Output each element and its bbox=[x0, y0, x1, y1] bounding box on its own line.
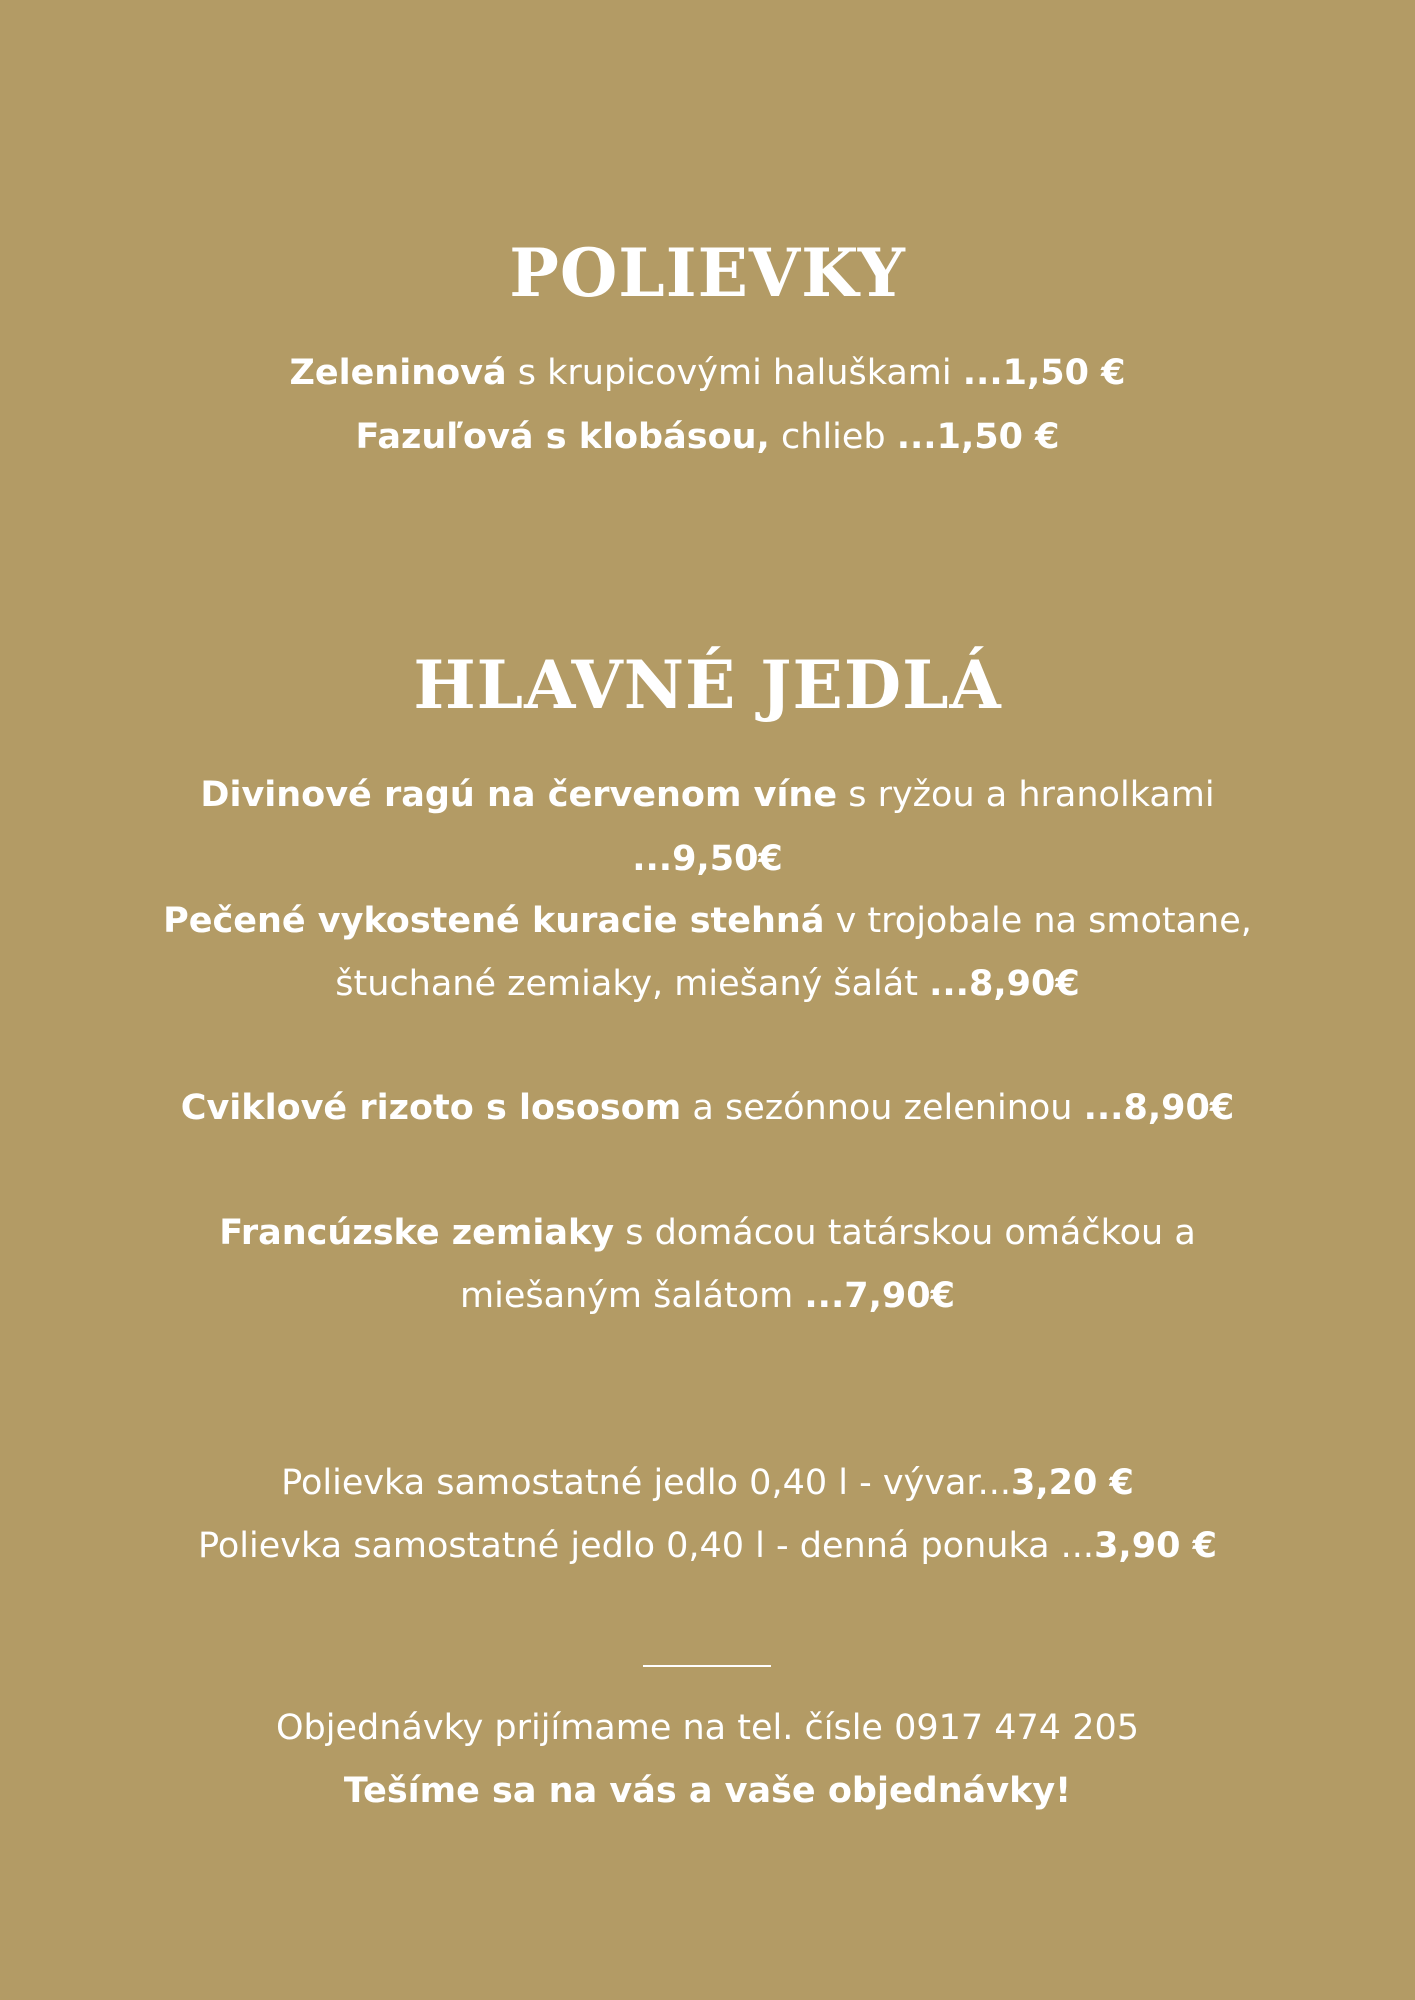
extra-item-text: Polievka samostatné jedlo 0,40 l - vývar... bbox=[281, 1463, 1011, 1503]
divider bbox=[643, 1665, 771, 1667]
main-item bbox=[0, 901, 1415, 941]
main-item bbox=[0, 1088, 1415, 1128]
soup-item-name: Fazuľová s klobásou, bbox=[355, 417, 770, 457]
main-item bbox=[0, 1213, 1415, 1253]
main-item-name: Divinové ragú na červenom víne bbox=[200, 775, 838, 815]
main-item-desc: v trojobale na smotane, bbox=[824, 901, 1252, 941]
main-item-desc: s ryžou a hranolkami bbox=[837, 775, 1215, 815]
main-item-desc: a sezónnou zeleninou bbox=[681, 1088, 1084, 1128]
main-item-name: Cviklové rizoto s lososom bbox=[180, 1088, 682, 1128]
main-item-price: ...8,90€ bbox=[1083, 1088, 1235, 1128]
main-item-desc: štuchané zemiaky, miešaný šalát bbox=[335, 964, 930, 1004]
main-item-price-line bbox=[0, 839, 1415, 879]
extra-item-text: Polievka samostatné jedlo 0,40 l - denná ponuka ... bbox=[198, 1526, 1095, 1566]
extra-item-price: 3,20 € bbox=[1010, 1463, 1134, 1503]
closing-text: Tešíme sa na vás a vaše objednávky! bbox=[343, 1771, 1072, 1811]
extra-item bbox=[0, 1463, 1415, 1503]
order-info: Objednávky prijímame na tel. čísle 0917 474 205 bbox=[275, 1708, 1140, 1748]
soup-item bbox=[0, 353, 1415, 393]
main-item-price: ...7,90€ bbox=[804, 1276, 955, 1316]
main-item bbox=[0, 775, 1415, 815]
main-item-desc: miešaným šalátom bbox=[460, 1276, 805, 1316]
soup-item-desc: chlieb bbox=[769, 417, 897, 457]
main-item-price: ...9,50€ bbox=[632, 839, 783, 879]
soup-item-desc: s krupicovými haluškami bbox=[506, 353, 963, 393]
mains-title: HLAVNÉ JEDLÁ bbox=[413, 646, 1002, 724]
extra-item-price: 3,90 € bbox=[1094, 1526, 1217, 1566]
closing-message bbox=[0, 1771, 1415, 1811]
main-item-name: Francúzske zemiaky bbox=[219, 1213, 615, 1253]
main-item-cont bbox=[0, 964, 1415, 1004]
soup-item-price: ...1,50 € bbox=[962, 353, 1126, 393]
soup-item-name: Zeleninová bbox=[289, 353, 507, 393]
extra-item bbox=[0, 1526, 1415, 1566]
main-item-name: Pečené vykostené kuracie stehná bbox=[163, 901, 825, 941]
main-item-cont bbox=[0, 1276, 1415, 1316]
main-item-price: ...8,90€ bbox=[929, 964, 1080, 1004]
soup-item bbox=[0, 417, 1415, 457]
main-item-desc: s domácou tatárskou omáčkou a bbox=[614, 1213, 1196, 1253]
soup-item-price: ...1,50 € bbox=[896, 417, 1060, 457]
soups-title: POLIEVKY bbox=[509, 234, 906, 312]
